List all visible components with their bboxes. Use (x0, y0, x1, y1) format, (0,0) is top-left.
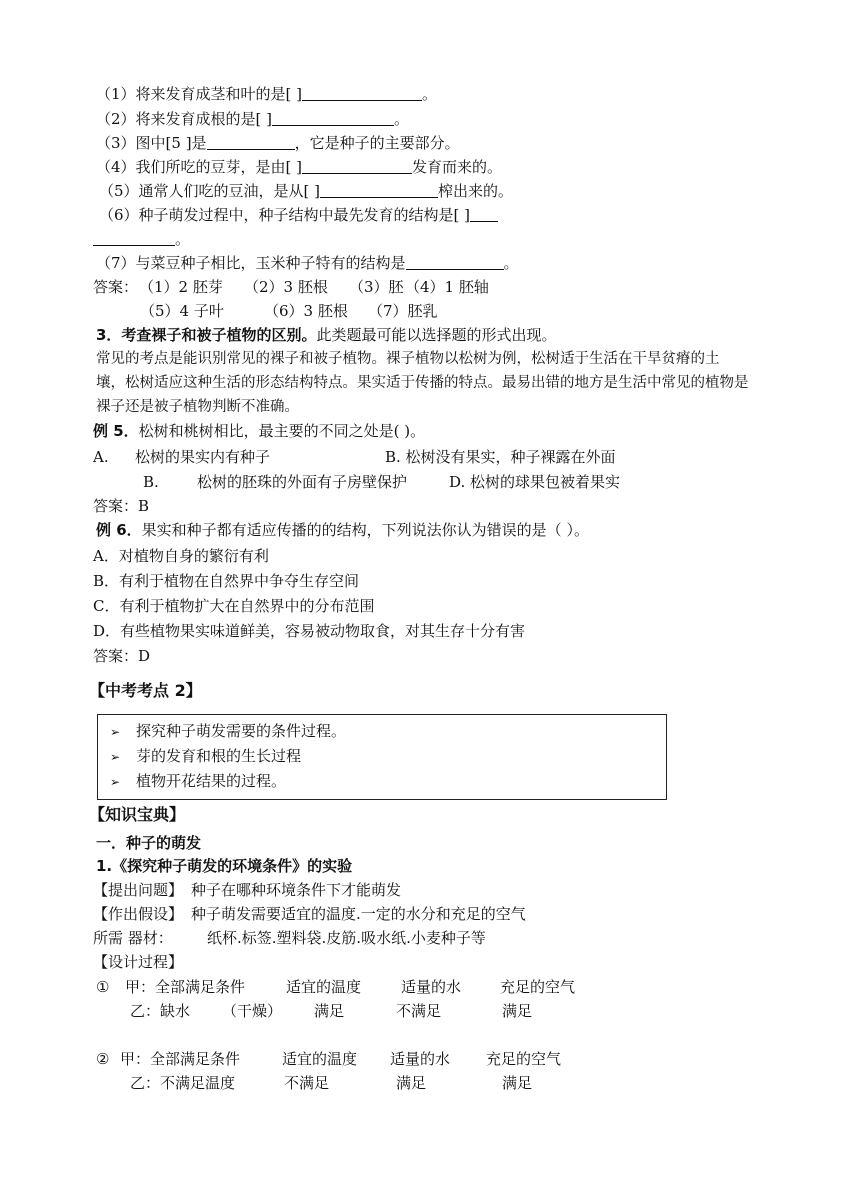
question-2 (96, 109, 409, 129)
example-5-question (93, 421, 425, 441)
example-6-answer: 答案：D (93, 647, 151, 665)
exp-cell: 充足的空气 (486, 1050, 562, 1068)
raise-question (93, 880, 401, 900)
exp-cell: 适宜的温度 (282, 1050, 358, 1068)
question-text: （4）我们所吃的豆芽，是由[ ] (96, 158, 303, 176)
exp-cell: 满足 (314, 1002, 345, 1020)
option-c: 松树的胚珠的外面有子房壁保护 (197, 473, 408, 491)
question-text: （1）将来发育成茎和叶的是[ ] (96, 85, 303, 103)
question-end: 。 (175, 230, 191, 248)
answer-item: （3）胚 (349, 278, 404, 296)
option-b: B. 松树没有果实，种子裸露在外面 (385, 448, 616, 466)
question-end: 。 (422, 85, 438, 103)
answer-item: （6）3 胚根 (264, 302, 348, 320)
step-text: 种子在哪种环境条件下才能萌发 (191, 881, 402, 899)
option-a: 松树的果实内有种子 (135, 448, 271, 466)
section-heading-rest: 此类题最可能以选择题的形式出现。 (316, 326, 557, 344)
step-label: 【作出假设】 (93, 905, 184, 923)
answer-blank (470, 206, 498, 222)
example-question: 松树和桃树相比，最主要的不同之处是( )。 (138, 422, 426, 440)
exp-cell: 满足 (502, 1002, 533, 1020)
exam-point-text: 植物开花结果的过程。 (136, 772, 287, 790)
option-c: C．有利于植物扩大在自然界中的分布范围 (93, 597, 375, 615)
exam-point-item (110, 721, 346, 742)
exp2-yi (130, 1073, 533, 1093)
arrow-bullet-icon: ➢ (110, 775, 121, 789)
exam-point-item (110, 771, 286, 792)
arrow-bullet-icon: ➢ (110, 725, 121, 739)
knowledge-title: 【知识宝典】 (89, 805, 186, 824)
question-4 (96, 157, 502, 177)
question-end: ，它是种子的主要部分。 (294, 134, 460, 152)
question-3 (96, 133, 460, 153)
step-label: 【提出问题】 (93, 881, 184, 899)
knowledge-subtitle: 一．种子的萌发 (96, 834, 202, 852)
tip-line: 裸子还是被子植物判断不准确。 (96, 399, 299, 415)
exam-point-item (110, 746, 301, 767)
option-a: A．对植物自身的繁衍有利 (93, 547, 269, 565)
exp-number: ① (96, 978, 110, 996)
step-text: 纸杯.标签.塑料袋.皮筋.吸水纸.小麦种子等 (207, 929, 486, 947)
option-d: D．有些植物果实味道鲜美，容易被动物取食，对其生存十分有害 (93, 622, 526, 640)
exam-point-box (97, 714, 667, 800)
question-end: 榨出来的。 (438, 182, 514, 200)
answer-blank (406, 254, 504, 270)
answer-label: 答案： (93, 278, 139, 296)
question-5 (99, 181, 513, 201)
exp-cell: 适量的水 (390, 1050, 451, 1068)
exp-cell: 适量的水 (401, 978, 462, 996)
answer-blank (302, 158, 412, 174)
answer-item: （2）3 胚根 (244, 278, 328, 296)
example-label: 例 6． (96, 521, 142, 539)
option-key: A. (93, 448, 109, 466)
answer-row-1 (93, 277, 489, 297)
option-key: B. (143, 473, 159, 491)
answer-item: （5）4 子叶 (140, 302, 224, 320)
question-end: 发育而来的。 (412, 158, 503, 176)
exam-point-text: 芽的发育和根的生长过程 (136, 747, 302, 765)
exp-cell: 乙：缺水 (130, 1002, 191, 1020)
tip-line: 常见的考点是能识别常见的裸子和被子植物。裸子植物以松树为例，松树适于生活在干旱贫瘠的土 (96, 351, 720, 367)
option-d: D. 松树的球果包被着果实 (449, 473, 621, 491)
option-b: B．有利于植物在自然界中争夺生存空间 (93, 572, 360, 590)
exp-cell: 满足 (396, 1074, 427, 1092)
example-6-question (96, 520, 589, 540)
answer-blank (320, 182, 438, 198)
answer-blank (302, 85, 422, 101)
question-6-cont (93, 229, 190, 249)
exp-cell: 充足的空气 (500, 978, 576, 996)
question-text: （6）种子萌发过程中，种子结构中最先发育的结构是[ ] (99, 206, 471, 224)
answer-item: （4）1 胚轴 (405, 278, 489, 296)
exp1-jia (96, 977, 576, 997)
tip-line: 壤，松树适应这种生活的形态结构特点。果实适于传播的特点。最易出错的地方是生活中常见的植物是 (96, 375, 749, 391)
example-5-options-1 (93, 447, 616, 467)
question-end: 。 (503, 254, 519, 272)
exp-cell: 不满足 (284, 1074, 330, 1092)
exp-cell: 甲：全部满足条件 (120, 1050, 241, 1068)
question-text: （7）与菜豆种子相比，玉米种子特有的结构是 (96, 254, 406, 272)
exam-point-title: 【中考考点 2】 (89, 681, 202, 700)
answer-blank (272, 110, 394, 126)
exp1-yi (130, 1001, 533, 1021)
hypothesis (93, 904, 526, 924)
section-heading: 3．考查裸子和被子植物的区别。 (96, 326, 317, 344)
question-text: （2）将来发育成根的是[ ] (96, 110, 273, 128)
exp-cell: 甲：全部满足条件 (125, 978, 246, 996)
example-question: 果实和种子都有适应传播的的结构，下列说法你认为错误的是（ ）。 (141, 521, 589, 539)
exp-number: ② (96, 1050, 110, 1068)
exp-cell: 满足 (502, 1074, 533, 1092)
answer-item: （7）胚乳 (368, 302, 438, 320)
exp-cell: 乙：不满足温度 (130, 1074, 236, 1092)
answer-item: （1）2 胚芽 (139, 278, 223, 296)
materials (93, 928, 486, 948)
example-5-answer: 答案：B (93, 497, 150, 515)
question-1 (96, 84, 437, 104)
question-6 (99, 205, 498, 225)
exp-cell: 适宜的温度 (286, 978, 362, 996)
question-text: （5）通常人们吃的豆油，是从[ ] (99, 182, 321, 200)
exp-cell: 不满足 (396, 1002, 442, 1020)
arrow-bullet-icon: ➢ (110, 750, 121, 764)
exam-point-text: 探究种子萌发需要的条件过程。 (136, 722, 347, 740)
answer-blank (93, 230, 175, 246)
design-label: 【设计过程】 (93, 953, 184, 971)
exp-cell: （干燥） (222, 1002, 283, 1020)
question-text: （3）图中[5 ]是 (96, 134, 207, 152)
answer-blank (207, 134, 295, 150)
step-text: 种子萌发需要适宜的温度.一定的水分和充足的空气 (191, 905, 526, 923)
exp2-jia (96, 1049, 562, 1069)
experiment-title: 1.《探究种子萌发的环境条件》的实验 (96, 857, 353, 875)
answer-row-2 (140, 301, 438, 321)
example-label: 例 5． (93, 422, 139, 440)
question-end: 。 (394, 110, 410, 128)
step-label: 所需 器材： (93, 929, 173, 947)
example-5-options-2 (143, 472, 621, 492)
section-3-heading (96, 325, 556, 345)
question-7 (96, 253, 519, 273)
